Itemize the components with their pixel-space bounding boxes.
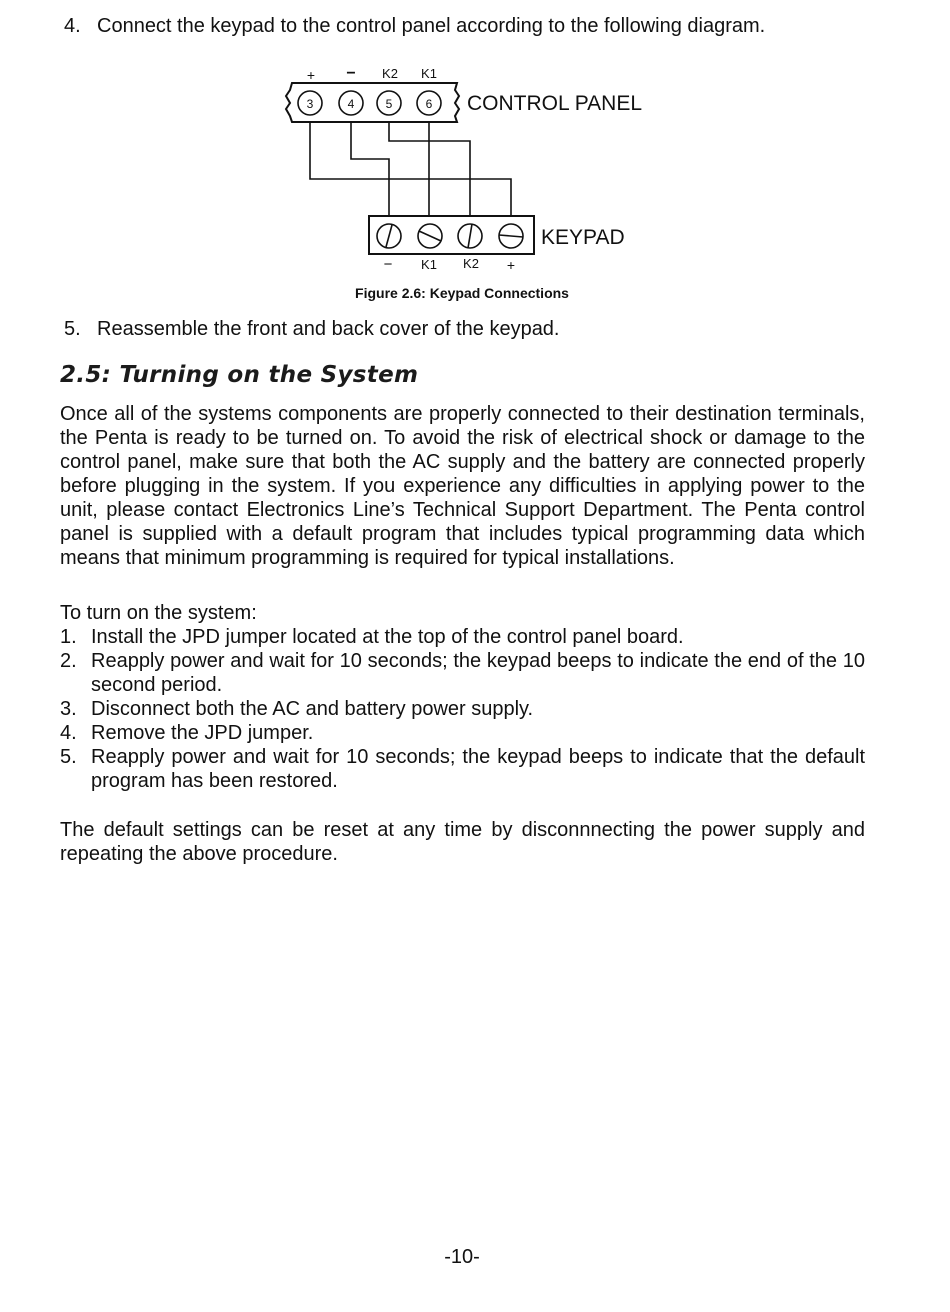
list-item [60,745,865,793]
panel-terminal-label-k2: K2 [382,66,398,81]
terminal-4: 4 [347,97,355,111]
panel-terminal-label-k1: K1 [421,66,437,81]
list-item [60,721,865,745]
list-item [60,625,865,649]
list-item-number: 4. [60,722,77,744]
panel-terminal-label-plus: + [306,67,316,83]
instruction-step-4 [64,14,884,38]
terminal-3: 3 [306,97,314,111]
list-item [60,649,865,697]
connection-wires [310,122,511,216]
procedure-lead: To turn on the system: [60,602,257,624]
control-panel-block [286,65,642,122]
list-item-text: Install the JPD jumper located at the top of the control panel board. [91,626,684,648]
step-number: 4. [64,15,81,37]
step-number: 5. [64,318,81,340]
reset-note-paragraph: The default settings can be reset at any time by disconnnecting the power supply and repeating the above procedure. [60,819,865,865]
terminal-5: 5 [385,97,393,111]
list-item-number: 3. [60,698,77,720]
keypad-terminal-label-minus: − [383,256,393,273]
list-item-number: 2. [60,650,77,672]
list-item-text: Disconnect both the AC and battery power supply. [91,698,534,720]
step-text: Reassemble the front and back cover of the keypad. [97,318,560,340]
panel-terminal-label-minus: − [346,65,356,82]
list-item-number: 1. [60,626,77,648]
list-item-number: 5. [60,746,77,768]
step-text: Connect the keypad to the control panel according to the following diagram. [97,15,766,37]
list-item [60,697,865,721]
list-item-text: Reapply power and wait for 10 seconds; the keypad beeps to indicate that the default program has been restored. [91,746,865,792]
keypad-terminal-label-k2: K2 [463,256,479,271]
terminal-6: 6 [425,97,433,111]
keypad-terminal-label-k1: K1 [421,257,437,272]
keypad-label: KEYPAD [541,226,625,249]
keypad-terminal-label-plus: + [506,257,516,273]
control-panel-label: CONTROL PANEL [467,92,643,115]
figure-caption: Figure 2.6: Keypad Connections [355,285,569,301]
list-item-text: Remove the JPD jumper. [91,722,314,744]
keypad-wiring-diagram [270,60,690,280]
keypad-block [369,216,625,273]
page-number: -10- [444,1246,480,1268]
list-item-text: Reapply power and wait for 10 seconds; the keypad beeps to indicate the end of the 10 second period. [91,650,865,696]
intro-paragraph: Once all of the systems components are properly connected to their destination terminals, the Penta is ready to be turned on. To avoid the risk of electrical shock or damage to the control panel, make sure that both the AC supply and the battery are connected properly before plugging in the system. If you experience any difficulties in applying power to the unit, please contact Electronics Line’s Technical Support Department. The Penta control panel is supplied with a default program that includes typical programming data which means that minimum programming is required for typical installations. [60,403,865,569]
section-heading: 2.5: Turning on the System [60,362,419,388]
instruction-step-5 [64,317,884,341]
procedure-list [60,625,865,793]
